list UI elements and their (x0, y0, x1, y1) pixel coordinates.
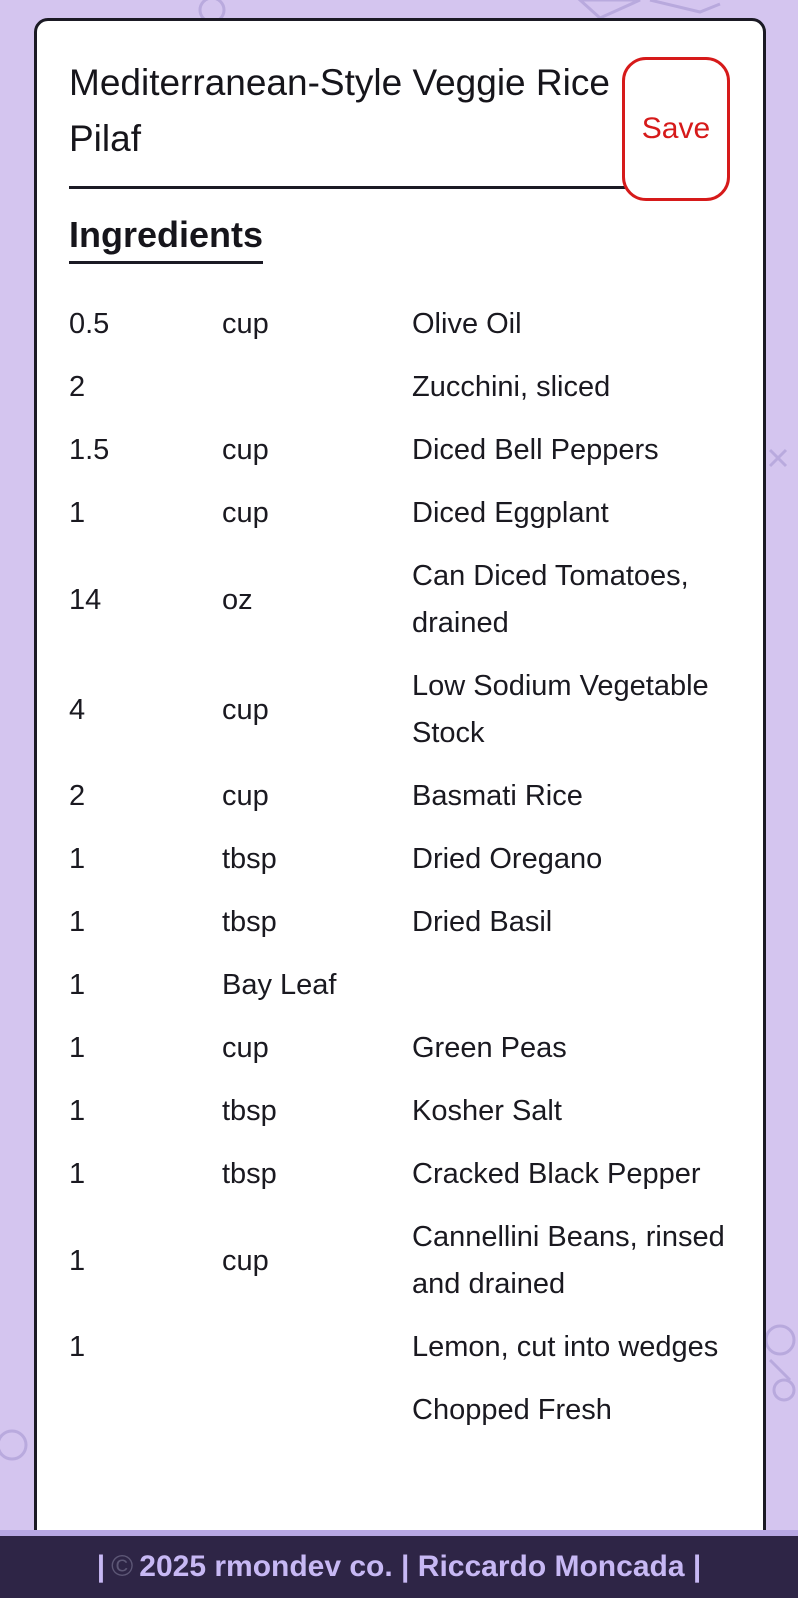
ingredient-row (69, 1080, 729, 1143)
ingredient-qty: 14 (69, 583, 102, 616)
ingredient-name: Cannellini Beans, rinsed and drained (412, 1221, 725, 1300)
ingredient-unit: tbsp (222, 843, 277, 875)
recipe-title-field[interactable] (69, 55, 629, 189)
ingredient-name: Dried Oregano (412, 843, 603, 875)
footer-pipe: | (96, 1550, 106, 1583)
ingredient-name: Diced Bell Peppers (412, 434, 659, 466)
ingredient-row (69, 765, 729, 828)
save-button[interactable]: Save (622, 57, 730, 201)
ingredient-unit: cup (222, 434, 269, 466)
ingredient-row (69, 356, 729, 419)
ingredient-name: Green Peas (412, 1032, 567, 1064)
ingredient-unit: tbsp (222, 906, 277, 938)
ingredient-unit: cup (222, 1032, 269, 1064)
ingredient-unit: cup (222, 780, 269, 812)
ingredient-unit (222, 1316, 412, 1379)
ingredient-row (69, 482, 729, 545)
ingredient-qty: 1 (69, 969, 86, 1001)
copyright-icon: © (111, 1550, 134, 1583)
ingredient-unit: Bay Leaf (222, 969, 337, 1001)
recipe-title: Mediterranean-Style Veggie Rice Pilaf (69, 62, 610, 159)
ingredient-row (69, 655, 729, 765)
ingredient-row (69, 1379, 729, 1442)
ingredient-unit (222, 1379, 412, 1442)
ingredient-row (69, 1143, 729, 1206)
ingredient-row (69, 545, 729, 655)
ingredient-qty: 1 (69, 497, 86, 529)
ingredient-qty: 1.5 (69, 434, 110, 466)
ingredient-qty: 1 (69, 1244, 86, 1277)
ingredient-unit (222, 356, 412, 419)
ingredient-name: Chopped Fresh (412, 1394, 612, 1426)
ingredient-unit: oz (222, 583, 253, 616)
ingredient-row (69, 419, 729, 482)
ingredient-qty: 1 (69, 1331, 86, 1363)
ingredient-qty: 2 (69, 371, 86, 403)
ingredient-qty: 0.5 (69, 308, 110, 340)
ingredient-name: Low Sodium Vegetable Stock (412, 670, 709, 749)
ingredient-row (69, 828, 729, 891)
ingredient-unit: tbsp (222, 1158, 277, 1190)
ingredient-row (69, 891, 729, 954)
ingredient-qty: 2 (69, 780, 86, 812)
ingredient-row (69, 954, 729, 1017)
ingredient-name: Diced Eggplant (412, 497, 609, 529)
ingredients-table (69, 293, 729, 1442)
ingredient-qty: 1 (69, 906, 86, 938)
ingredient-qty: 1 (69, 843, 86, 875)
ingredient-unit: tbsp (222, 1095, 277, 1127)
ingredient-row (69, 1316, 729, 1379)
ingredient-name: Olive Oil (412, 308, 522, 340)
recipe-card (34, 18, 766, 1598)
ingredient-qty (69, 1379, 222, 1442)
ingredient-name: Kosher Salt (412, 1095, 562, 1127)
ingredient-unit: cup (222, 1244, 269, 1277)
ingredient-qty: 1 (69, 1095, 86, 1127)
ingredient-unit: cup (222, 693, 269, 726)
ingredients-heading: Ingredients (69, 211, 263, 264)
ingredient-name: Zucchini, sliced (412, 371, 611, 403)
ingredient-name: Lemon, cut into wedges (412, 1331, 719, 1363)
footer (0, 1530, 798, 1598)
ingredient-row (69, 1017, 729, 1080)
ingredient-name: Can Diced Tomatoes, drained (412, 560, 689, 639)
ingredient-row (69, 293, 729, 356)
ingredient-unit: cup (222, 308, 269, 340)
ingredient-qty: 1 (69, 1158, 86, 1190)
ingredient-qty: 1 (69, 1032, 86, 1064)
ingredient-name (412, 954, 729, 1017)
ingredient-name: Cracked Black Pepper (412, 1158, 701, 1190)
ingredient-qty: 4 (69, 693, 86, 726)
ingredient-row (69, 1206, 729, 1316)
ingredient-name: Dried Basil (412, 906, 553, 938)
ingredient-unit: cup (222, 497, 269, 529)
ingredient-name: Basmati Rice (412, 780, 583, 812)
footer-text: 2025 rmondev co. | Riccardo Moncada | (139, 1550, 702, 1583)
